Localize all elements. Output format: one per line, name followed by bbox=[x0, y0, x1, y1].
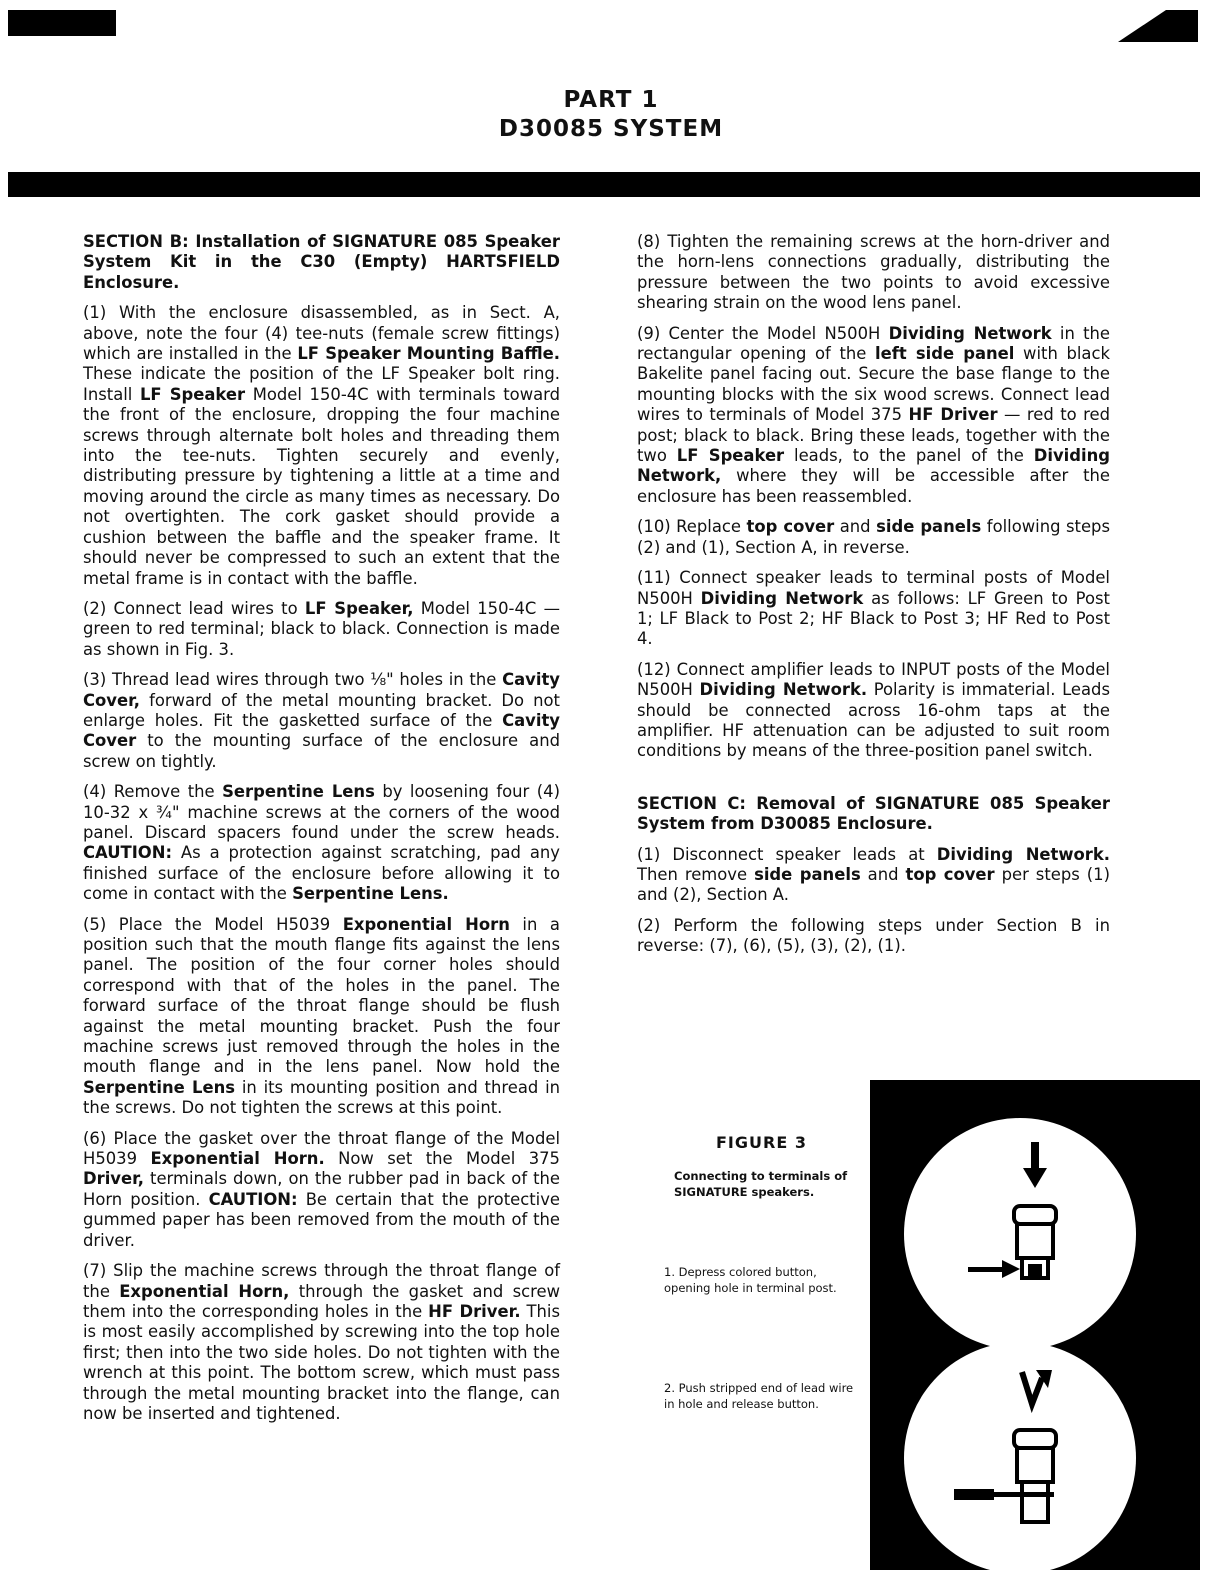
figure-step-2: 2. Push stripped end of lead wire in hole and release button. bbox=[664, 1381, 854, 1411]
step-c2: (2) Perform the following steps under Section B in reverse: (7), (6), (5), (3), (2), (1). bbox=[637, 915, 1110, 956]
step-c1: (1) Disconnect speaker leads at Dividing Network. Then remove side panels and top cover per steps (1) and (2), Section A. bbox=[637, 844, 1110, 905]
step-b11: (11) Connect speaker leads to terminal posts of Model N500H Dividing Network as follows: LF Green to Post 1; LF Black to Post 2; HF Black to Post 3; HF Red to Post 4. bbox=[637, 568, 1110, 649]
terminal-step-2-circle bbox=[904, 1342, 1136, 1574]
part-title: PART 1 bbox=[563, 87, 659, 113]
corner-registration-mark bbox=[1118, 10, 1198, 42]
step-b3: (3) Thread lead wires through two ⅛" holes in the Cavity Cover, forward of the metal mounting bracket. Do not enlarge holes. Fit the gasketted surface of the Cavity Cover to the mounting surface of the enclosure and screw on tightly. bbox=[83, 670, 560, 771]
figure-step-1: 1. Depress colored button, opening hole in terminal post. bbox=[664, 1265, 837, 1295]
terminal-post-icon bbox=[1014, 1430, 1056, 1522]
system-title: D30085 SYSTEM bbox=[498, 116, 724, 142]
step-b8: (8) Tighten the remaining screws at the horn-driver and the horn-lens connections gradually, distributing the pressure between the two points to avoid excessive shearing strain on the wood lens panel. bbox=[637, 232, 1110, 313]
depress-button-illustration bbox=[904, 1118, 1136, 1350]
release-arrow-icon bbox=[1022, 1370, 1052, 1404]
step-b4: (4) Remove the Serpentine Lens by loosening four (4) 10-32 x ¾" machine screws at the corners of the wood panel. Discard spacers found under the screw heads. CAUTION: As a protection against scratching, pad any finished surface of the enclosure before allowing it to come in contact with the Serpentine Lens. bbox=[83, 782, 560, 904]
step-b5: (5) Place the Model H5039 Exponential Horn in a position such that the mouth flange fits against the lens panel. The position of the four corner holes should correspond with that of the holes in the panel. The forward surface of the throat flange should be flush against the metal mounting bracket. Push the four machine screws just removed through the holes in the mouth flange and in the lens panel. Now hold the Serpentine Lens in its mounting position and thread in the screws. Do not tighten the screws at this point. bbox=[83, 914, 561, 1118]
terminal-step-1-circle bbox=[904, 1118, 1136, 1350]
step-b2: (2) Connect lead wires to LF Speaker, Model 150-4C — green to red terminal; black to black. Connection is made as shown in Fig. 3. bbox=[83, 598, 560, 659]
down-arrow-icon bbox=[1023, 1142, 1047, 1188]
corner-registration-mark bbox=[8, 10, 116, 36]
step-b10: (10) Replace top cover and side panels following steps (2) and (1), Section A, in reverse. bbox=[637, 517, 1110, 557]
section-c-title: SECTION C: Removal of SIGNATURE 085 Speaker System from D30085 Enclosure. bbox=[637, 793, 1110, 834]
section-b-title: SECTION B: Installation of SIGNATURE 085 Speaker System Kit in the C30 (Empty) HARTSFIELD Enclosure. bbox=[83, 232, 560, 292]
right-arrow-icon bbox=[968, 1260, 1020, 1278]
left-column bbox=[83, 232, 560, 1434]
figure-3-illustration bbox=[870, 1080, 1200, 1570]
header-rule-bar bbox=[8, 172, 1200, 197]
step-b1: (1) With the enclosure disassembled, as in Sect. A, above, note the four (4) tee-nuts (female screw fittings) which are installed in the LF Speaker Mounting Baffle. These indicate the position of the LF Speaker bolt ring. Install LF Speaker Model 150-4C with terminals toward the front of the enclosure, dropping the four machine screws through alternate bolt holes and threading them into the tee-nuts. Tighten securely and evenly, distributing pressure by tightening a little at a time and moving around the circle as many times as necessary. Do not overtighten. The cork gasket should provide a cushion between the baffle and the speaker frame. It should never be compressed to such an extent that the metal frame is in contact with the baffle. bbox=[83, 303, 561, 588]
insert-wire-illustration bbox=[904, 1342, 1136, 1574]
terminal-post-icon bbox=[1014, 1206, 1056, 1278]
step-b12: (12) Connect amplifier leads to INPUT posts of the Model N500H Dividing Network. Polarity is immaterial. Leads should be connected across 16-ohm taps at the amplifier. HF attenuation can be adjusted to suit room conditions by means of the three-position panel switch. bbox=[637, 659, 1110, 761]
step-b6: (6) Place the gasket over the throat flange of the Model H5039 Exponential Horn. Now set the Model 375 Driver, terminals down, on the rubber pad in back of the Horn position. CAUTION: Be certain that the protective gummed paper has been removed from the mouth of the driver. bbox=[83, 1128, 560, 1250]
step-b9: (9) Center the Model N500H Dividing Network in the rectangular opening of the left side panel with black Bakelite panel facing out. Secure the base flange to the mounting blocks with the six wood screws. Connect lead wires to terminals of Model 375 HF Driver — red to red post; black to black. Bring these leads, together with the two LF Speaker leads, to the panel of the Dividing Network, where they will be accessible after the enclosure has been reassembled. bbox=[637, 323, 1111, 506]
right-column bbox=[637, 232, 1110, 967]
figure-caption: Connecting to terminals of SIGNATURE speakers. bbox=[674, 1169, 848, 1199]
section-spacer bbox=[637, 772, 1110, 794]
figure-title: FIGURE 3 bbox=[716, 1133, 807, 1152]
step-b7: (7) Slip the machine screws through the throat flange of the Exponential Horn, through the gasket and screw them into the corresponding holes in the HF Driver. This is most easily accomplished by screwing into the top hole first; then into the two side holes. Do not tighten with the wrench at this point. The bottom screw, which must pass through the metal mounting bracket into the flange, can now be inserted and tightened. bbox=[83, 1261, 561, 1423]
page-header bbox=[0, 86, 1222, 144]
